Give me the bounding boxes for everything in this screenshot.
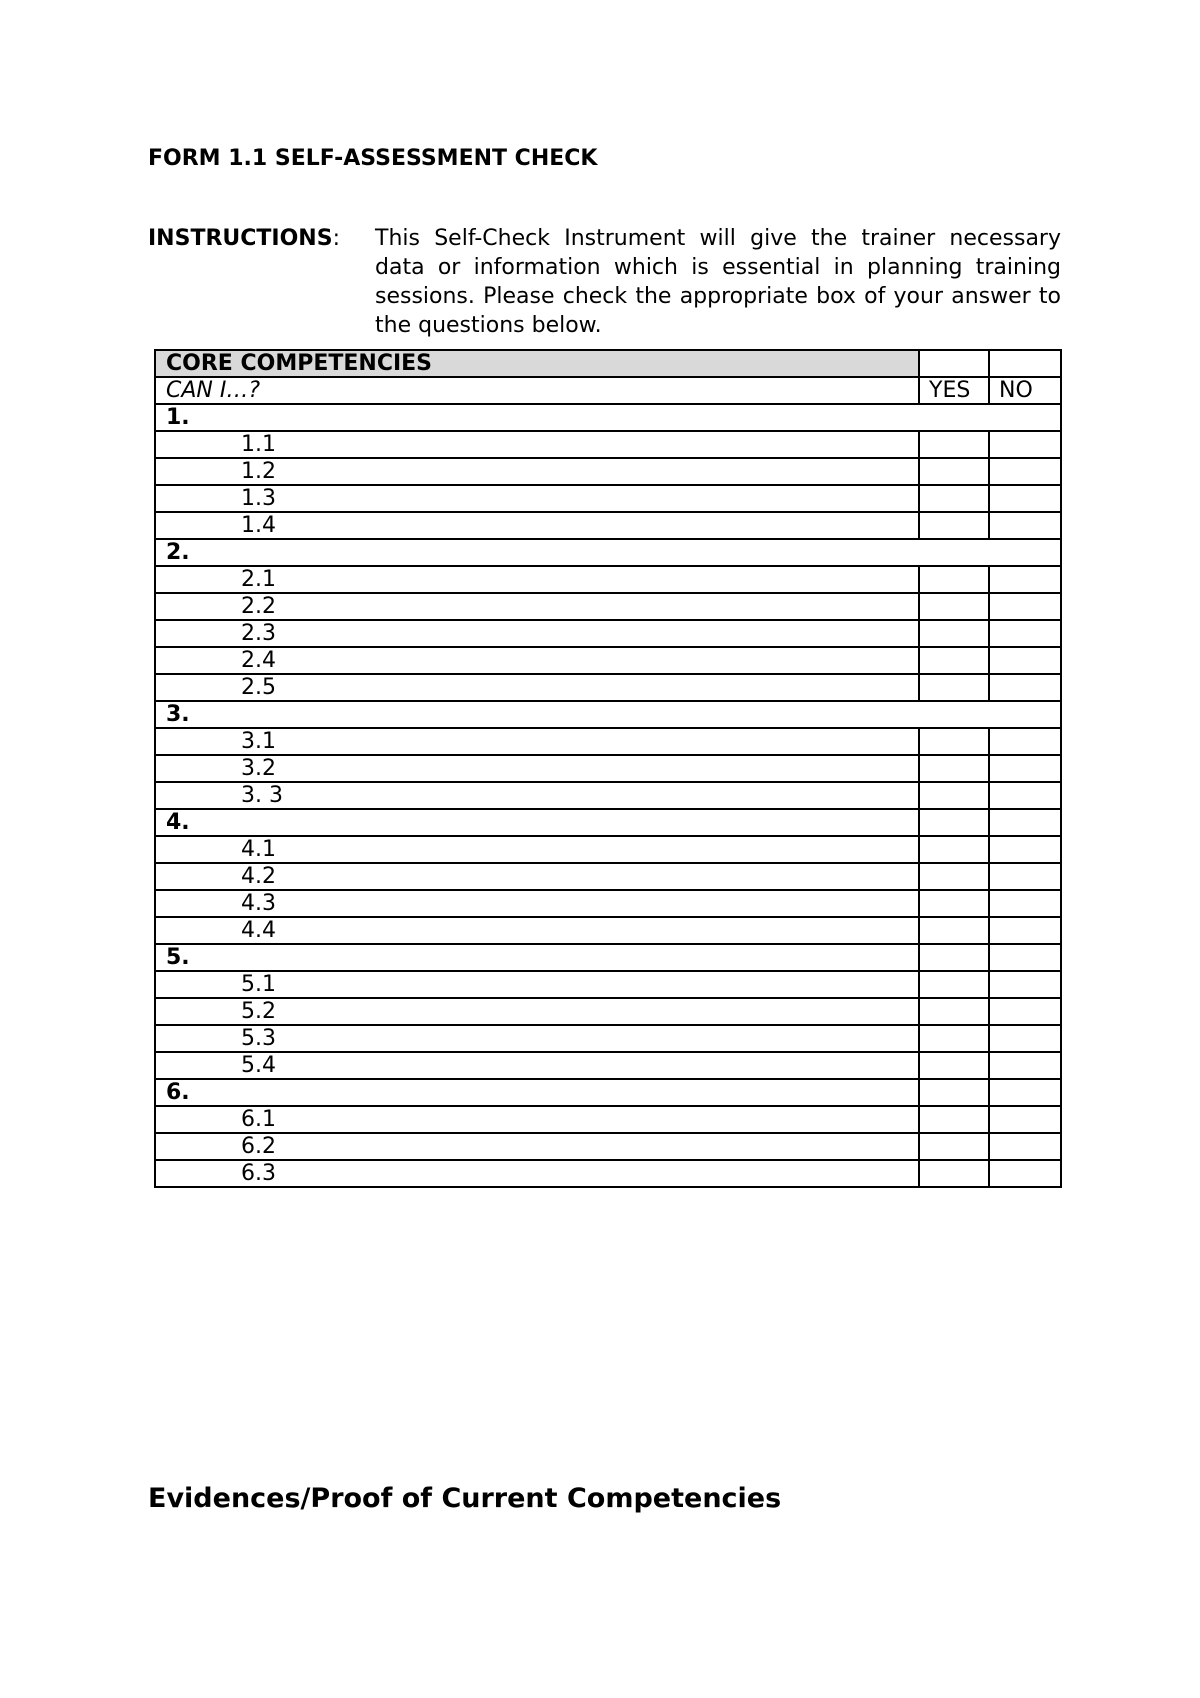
no-checkbox-cell[interactable] — [989, 836, 1061, 863]
yes-checkbox-cell[interactable] — [919, 485, 989, 512]
yes-checkbox-cell[interactable] — [919, 998, 989, 1025]
item-label: 6.1 — [155, 1106, 919, 1133]
item-row — [155, 836, 1061, 863]
item-row — [155, 755, 1061, 782]
can-i-row — [155, 377, 1061, 404]
section-no-blank — [989, 944, 1061, 971]
item-label: 6.3 — [155, 1160, 919, 1187]
yes-checkbox-cell[interactable] — [919, 755, 989, 782]
item-row — [155, 431, 1061, 458]
core-competencies-header-row — [155, 350, 1061, 377]
item-label: 6.2 — [155, 1133, 919, 1160]
no-checkbox-cell[interactable] — [989, 782, 1061, 809]
item-label: 1.3 — [155, 485, 919, 512]
no-checkbox-cell[interactable] — [989, 647, 1061, 674]
item-label: 4.1 — [155, 836, 919, 863]
no-checkbox-cell[interactable] — [989, 674, 1061, 701]
section-number: 3. — [155, 701, 1061, 728]
header-blank-yes — [919, 350, 989, 377]
no-checkbox-cell[interactable] — [989, 566, 1061, 593]
section-row — [155, 539, 1061, 566]
item-row — [155, 1025, 1061, 1052]
no-checkbox-cell[interactable] — [989, 863, 1061, 890]
item-row — [155, 566, 1061, 593]
no-column-header: NO — [989, 377, 1061, 404]
item-row — [155, 998, 1061, 1025]
item-label: 1.2 — [155, 458, 919, 485]
section-number: 2. — [155, 539, 1061, 566]
yes-checkbox-cell[interactable] — [919, 728, 989, 755]
yes-checkbox-cell[interactable] — [919, 674, 989, 701]
item-row — [155, 728, 1061, 755]
item-row — [155, 620, 1061, 647]
yes-checkbox-cell[interactable] — [919, 863, 989, 890]
instructions-label-text: INSTRUCTIONS — [148, 226, 333, 251]
item-row — [155, 674, 1061, 701]
no-checkbox-cell[interactable] — [989, 971, 1061, 998]
section-row — [155, 701, 1061, 728]
item-row — [155, 593, 1061, 620]
header-blank-no — [989, 350, 1061, 377]
no-checkbox-cell[interactable] — [989, 458, 1061, 485]
section-yes-blank — [919, 809, 989, 836]
evidence-section-title: Evidences/Proof of Current Competencies — [148, 1483, 782, 1514]
item-label: 1.4 — [155, 512, 919, 539]
section-no-blank — [989, 1079, 1061, 1106]
section-yes-blank — [919, 1079, 989, 1106]
yes-checkbox-cell[interactable] — [919, 647, 989, 674]
no-checkbox-cell[interactable] — [989, 1106, 1061, 1133]
item-row — [155, 917, 1061, 944]
item-row — [155, 458, 1061, 485]
yes-checkbox-cell[interactable] — [919, 1133, 989, 1160]
yes-checkbox-cell[interactable] — [919, 431, 989, 458]
item-label: 2.2 — [155, 593, 919, 620]
section-row — [155, 944, 1061, 971]
yes-checkbox-cell[interactable] — [919, 836, 989, 863]
item-label: 4.3 — [155, 890, 919, 917]
yes-checkbox-cell[interactable] — [919, 971, 989, 998]
section-yes-blank — [919, 944, 989, 971]
form-title: FORM 1.1 SELF-ASSESSMENT CHECK — [148, 146, 598, 171]
no-checkbox-cell[interactable] — [989, 512, 1061, 539]
yes-column-header: YES — [919, 377, 989, 404]
can-i-prompt: CAN I…? — [155, 377, 919, 404]
self-assessment-table — [154, 349, 1062, 1188]
yes-checkbox-cell[interactable] — [919, 566, 989, 593]
yes-checkbox-cell[interactable] — [919, 1052, 989, 1079]
item-label: 5.3 — [155, 1025, 919, 1052]
item-row — [155, 1052, 1061, 1079]
yes-checkbox-cell[interactable] — [919, 1025, 989, 1052]
item-row — [155, 647, 1061, 674]
yes-checkbox-cell[interactable] — [919, 512, 989, 539]
self-assessment-table-body — [155, 350, 1061, 1187]
yes-checkbox-cell[interactable] — [919, 1160, 989, 1187]
yes-checkbox-cell[interactable] — [919, 890, 989, 917]
no-checkbox-cell[interactable] — [989, 620, 1061, 647]
item-label: 1.1 — [155, 431, 919, 458]
section-row — [155, 809, 1061, 836]
item-row — [155, 782, 1061, 809]
no-checkbox-cell[interactable] — [989, 755, 1061, 782]
item-label: 3.2 — [155, 755, 919, 782]
item-label: 2.3 — [155, 620, 919, 647]
no-checkbox-cell[interactable] — [989, 593, 1061, 620]
instructions-colon: : — [332, 226, 340, 251]
section-row — [155, 1079, 1061, 1106]
item-label: 5.1 — [155, 971, 919, 998]
item-label: 4.2 — [155, 863, 919, 890]
section-row — [155, 404, 1061, 431]
no-checkbox-cell[interactable] — [989, 728, 1061, 755]
yes-checkbox-cell[interactable] — [919, 917, 989, 944]
item-label: 2.4 — [155, 647, 919, 674]
yes-checkbox-cell[interactable] — [919, 458, 989, 485]
no-checkbox-cell[interactable] — [989, 1025, 1061, 1052]
item-row — [155, 863, 1061, 890]
section-number: 5. — [155, 944, 919, 971]
section-no-blank — [989, 809, 1061, 836]
yes-checkbox-cell[interactable] — [919, 620, 989, 647]
no-checkbox-cell[interactable] — [989, 1133, 1061, 1160]
no-checkbox-cell[interactable] — [989, 485, 1061, 512]
item-label: 5.4 — [155, 1052, 919, 1079]
item-label: 3.1 — [155, 728, 919, 755]
item-label: 2.5 — [155, 674, 919, 701]
section-number: 4. — [155, 809, 919, 836]
item-row — [155, 890, 1061, 917]
item-row — [155, 1160, 1061, 1187]
yes-checkbox-cell[interactable] — [919, 1106, 989, 1133]
yes-checkbox-cell[interactable] — [919, 593, 989, 620]
item-row — [155, 512, 1061, 539]
item-label: 4.4 — [155, 917, 919, 944]
item-label: 5.2 — [155, 998, 919, 1025]
no-checkbox-cell[interactable] — [989, 1160, 1061, 1187]
section-number: 1. — [155, 404, 1061, 431]
no-checkbox-cell[interactable] — [989, 1052, 1061, 1079]
item-row — [155, 1106, 1061, 1133]
no-checkbox-cell[interactable] — [989, 917, 1061, 944]
section-number: 6. — [155, 1079, 919, 1106]
item-row — [155, 1133, 1061, 1160]
yes-checkbox-cell[interactable] — [919, 782, 989, 809]
no-checkbox-cell[interactable] — [989, 431, 1061, 458]
instructions-text: This Self-Check Instrument will give the trainer necessary data or information which is essential in planning training sessions. Please check the appropriate box of your answer to the questions below. — [375, 226, 1061, 338]
item-row — [155, 485, 1061, 512]
instructions-label — [148, 224, 340, 253]
item-row — [155, 971, 1061, 998]
core-competencies-heading: CORE COMPETENCIES — [155, 350, 919, 377]
item-label: 3. 3 — [155, 782, 919, 809]
no-checkbox-cell[interactable] — [989, 890, 1061, 917]
item-label: 2.1 — [155, 566, 919, 593]
no-checkbox-cell[interactable] — [989, 998, 1061, 1025]
